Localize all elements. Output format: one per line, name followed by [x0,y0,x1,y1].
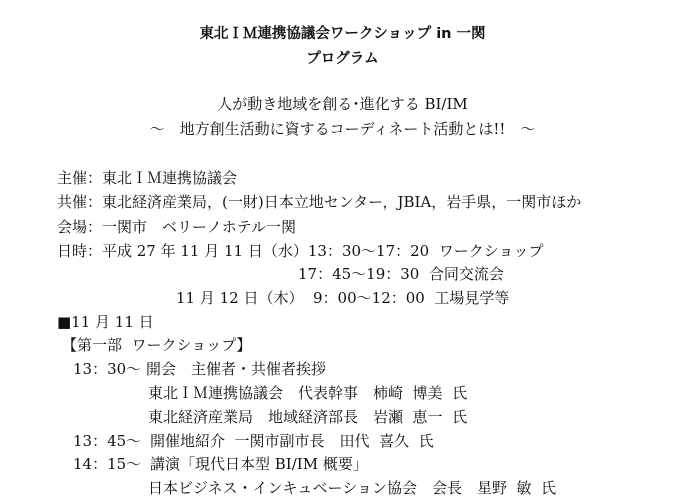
schedule-text: 講演「現代日本型 BI/IM 概要」 [150,455,368,473]
day-heading: ■11 月 11 日 [57,313,154,331]
date-line: 日時：平成 27 年 11 月 11 日（水）13：30～17：20 ワークショップ [57,242,544,260]
date-line-exchange: 17：45～19：30 合同交流会 [298,265,504,283]
document-title: 東北ＩＭ連携協議会ワークショップ in 一関 [199,26,486,42]
schedule-time: 13：30～ [73,360,142,378]
theme-sub: ～ 地方創生活動に資するコーディネート活動とは!! ～ [149,120,536,138]
schedule-time: 14：15～ [73,455,142,473]
cosponsors-line: 共催：東北経済産業局，(一財)日本立地センター，JBIA，岩手県，一関市ほか [57,193,582,211]
organizer-line: 主催：東北ＩＭ連携協議会 [57,169,238,187]
part-heading: 【第一部 ワークショップ】 [62,336,252,354]
theme-main: 人が動き地域を創る･進化する BI/IM [217,95,468,113]
venue-line: 会場：一関市 ベリーノホテル一関 [57,218,296,236]
schedule-time: 13：45～ [73,432,142,450]
schedule-text: 開催地紹介 一関市副市長 田代 喜久 氏 [150,432,434,450]
schedule-text: 開会 主催者・共催者挨拶 [146,360,327,378]
date-line-day2: 11 月 12 日（木） 9：00～12：00 工場見学等 [176,289,510,307]
schedule-text: 日本ビジネス・インキュベーション協会 会長 星野 敏 氏 [148,479,557,497]
schedule-text: 東北ＩＭ連携協議会 代表幹事 柿崎 博美 氏 [148,384,468,402]
schedule-text: 東北経済産業局 地域経済部長 岩瀬 恵一 氏 [148,408,468,426]
document-subtitle: プログラム [306,51,379,67]
